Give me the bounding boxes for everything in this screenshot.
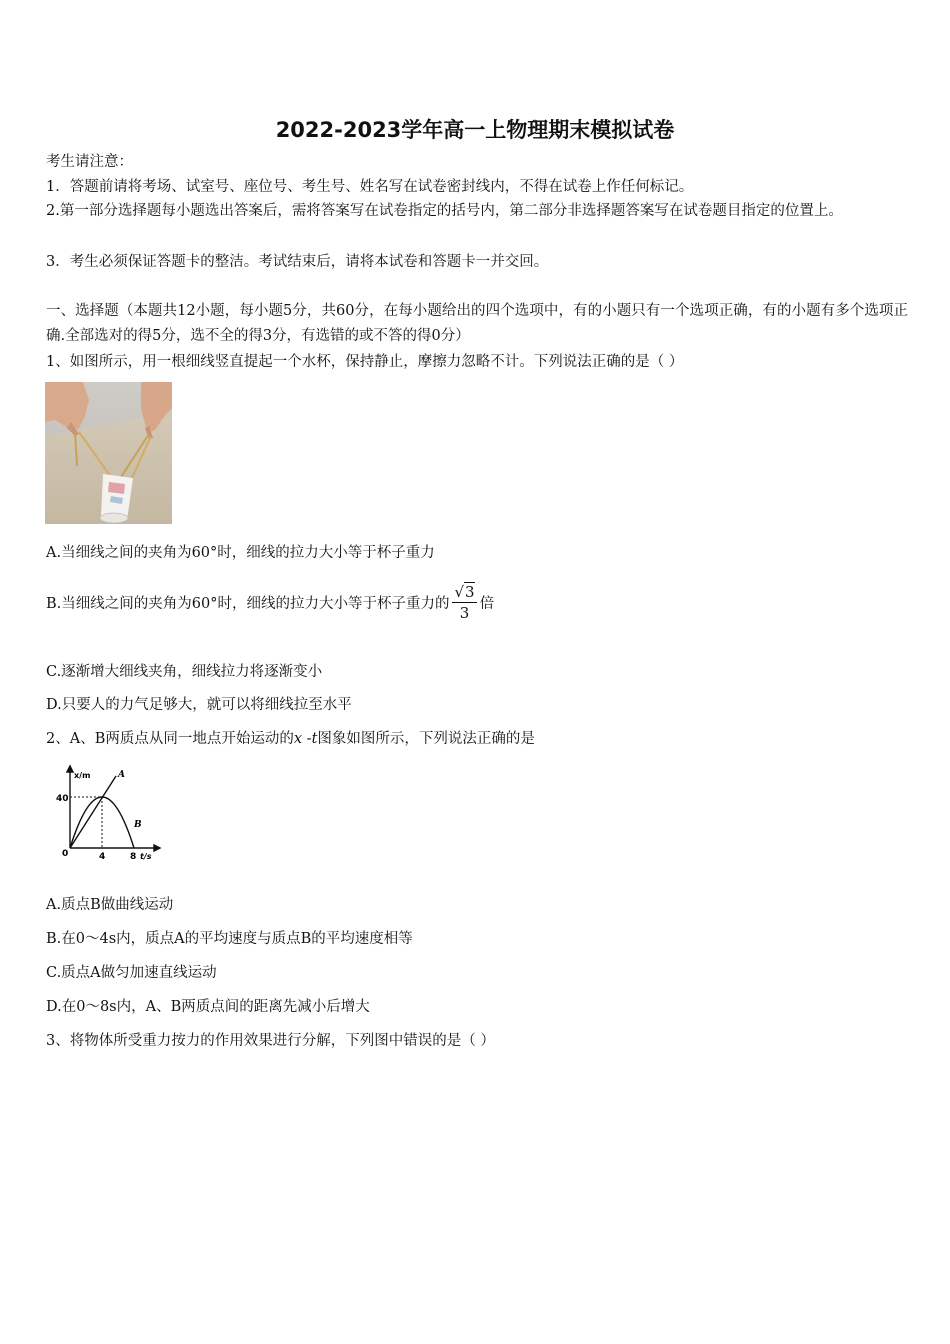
option-b-text: B.当细线之间的夹角为60°时，细线的拉力大小等于杯子重力的 [46,596,450,612]
question-1-photo [45,382,172,524]
sqrt3-over-3-fraction [452,583,476,622]
notice-item-2: 2.第一部分选择题每小题选出答案后，需将答案写在试卷指定的括号内，第二部分非选择题答案写在试卷题目指定的位置上。 [46,203,843,219]
question-2-option-a: A.质点B做曲线运动 [46,897,174,913]
graph-x-tick-4: 4 [99,852,106,862]
question-1-option-b [46,584,494,624]
xt-graph-svg [52,764,162,862]
graph-x-tick-8: 8 [130,852,137,862]
sqrt-symbol: √3 [454,582,475,601]
question-2-stem [46,729,535,749]
graph-ylabel: x/m [74,771,91,780]
graph-xlabel: t/s [140,852,152,861]
y-axis-arrow [67,766,73,772]
stem-t-symbol: t [311,731,318,747]
graph-origin: 0 [62,849,69,859]
notice-heading: 考生请注意： [46,154,133,170]
stem-x-symbol: x [293,731,303,747]
section-heading: 一、选择题（本题共12小题，每小题5分，共60分，在每小题给出的四个选项中，有的小题只有一个选项正确，有的小题有多个选项正确.全部选对的得5分，选不全的得3分，有选错的或不答的得0分） [46,303,908,344]
stem-text: 2、A、B两质点从同一地点开始运动的 [46,731,294,747]
question-1-option-a: A.当细线之间的夹角为60°时，细线的拉力大小等于杯子重力 [46,545,435,561]
exam-title: 2022-2023学年高一上物理期末模拟试卷 [275,118,675,142]
notice-item-3: 3．考生必须保证答题卡的整洁。考试结束后，请将本试卷和答题卡一并交回。 [46,254,549,270]
question-1-option-c: C.逐渐增大细线夹角，细线拉力将逐渐变小 [46,664,323,680]
question-1-option-d: D.只要人的力气足够大，就可以将细线拉至水平 [46,697,352,713]
question-2-option-b: B.在0～4s内，质点A的平均速度与质点B的平均速度相等 [46,931,413,947]
graph-label-b: B [134,820,142,830]
question-1-stem: 1、如图所示，用一根细线竖直提起一个水杯，保持静止，摩擦力忽略不计。下列说法正确的是（ ） [46,354,684,370]
question-2-option-d: D.在0～8s内，A、B两质点间的距离先减小后增大 [46,999,370,1015]
option-b-suffix: 倍 [479,596,495,612]
question-2-xt-graph [52,764,162,862]
line-a [70,776,116,848]
fraction-denominator: 3 [459,603,470,622]
stem-text-end: 图象如图所示，下列说法正确的是 [317,731,535,747]
fraction-numerator: 3 [465,582,475,601]
cup-lifting-illustration [45,382,172,524]
graph-y-tick-40: 40 [56,794,69,804]
graph-label-a: A [118,770,125,780]
question-3-stem: 3、将物体所受重力按力的作用效果进行分解，下列图中错误的是（ ） [46,1033,495,1049]
stem-dash: - [302,731,312,747]
question-2-option-c: C.质点A做匀加速直线运动 [46,965,217,981]
x-axis-arrow [154,845,160,851]
notice-item-1: 1．答题前请将考场、试室号、座位号、考生号、姓名写在试卷密封线内，不得在试卷上作任何标记。 [46,179,694,195]
